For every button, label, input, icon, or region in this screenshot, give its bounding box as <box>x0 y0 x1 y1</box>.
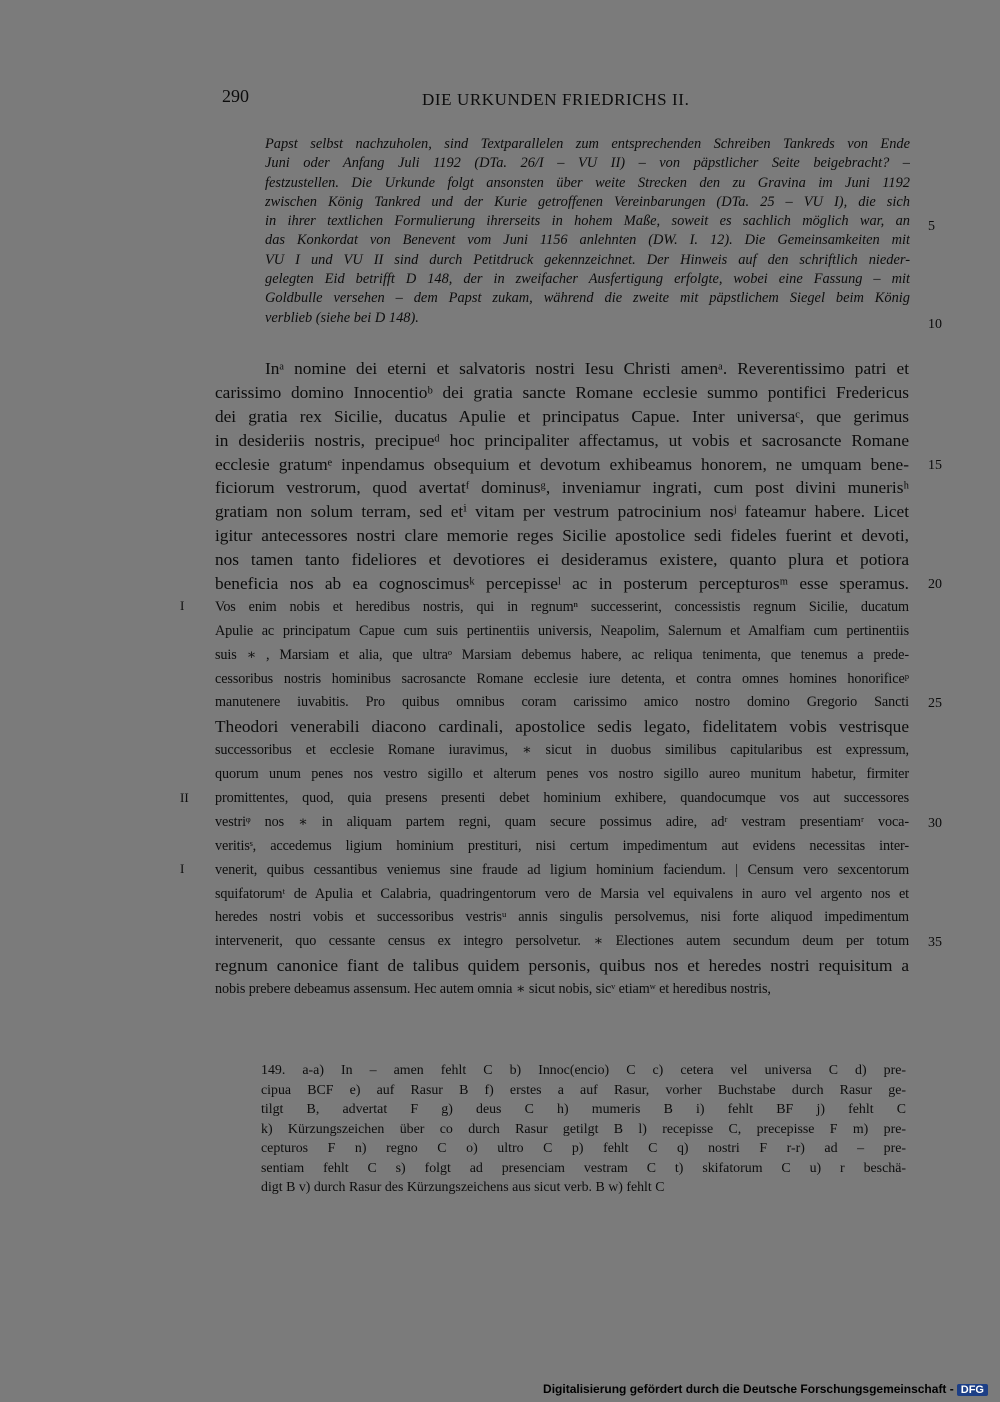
footnote-line: 149. a-a) In – amen fehlt C b) Innoc(encio) C c) cetera vel universa C d) pre- <box>261 1063 906 1078</box>
charter-line: heredes nostri vobis et successoribus vestrisᵘ annis singulis persolvemus, nisi forte aliquod impedimentum <box>215 909 909 926</box>
charter-line: nos tamen tanto fideliores et devotiores ei desideramus existere, quanto plura et potiora <box>215 550 909 570</box>
intro-line: VU I und VU II sind durch Petitdruck gekennzeichnet. Der Hinweis auf den schriftlich nieder- <box>265 251 910 268</box>
intro-line: Papst selbst nachzuholen, sind Textparallelen zum entsprechenden Schreiben Tankreds von Ende <box>265 136 910 152</box>
charter-line: in desideriis nostris, precipueᵈ hoc principaliter affectamus, ut vobis et sacrosancte Romane <box>215 430 909 450</box>
charter-line: dei gratia rex Sicilie, ducatus Apulie et principatus Capue. Inter universaᶜ, que gerimus <box>215 406 909 426</box>
line-number: 5 <box>928 219 935 234</box>
intro-line: das Konkordat von Benevent vom Juni 1156 anlehnten (DW. I. 12). Die Gemeinsamkeiten mit <box>265 232 910 249</box>
intro-line: festzustellen. Die Urkunde folgt ansonsten über weite Strecken den zu Gravina im Juni 1192 <box>265 174 910 191</box>
footnote-line: tilgt B, advertat F g) deus C h) mumeris B i) fehlt BF j) fehlt C <box>261 1102 906 1117</box>
charter-line: intervenerit, quo cessante census ex integro persolvetur. ∗ Electiones autem secundum deum per totum <box>215 933 909 950</box>
line-number: 15 <box>928 458 942 473</box>
charter-line: venerit, quibus cessantibus veniemus sine fraude ad ligium hominium faciendum. | Censum vero sexcentorum <box>215 861 909 878</box>
charter-line: manutenere iuvabitis. Pro quibus omnibus coram carissimo amico nostro domino Gregorio Sancti <box>215 694 909 711</box>
charter-line: beneficia nos ab ea cognoscimusᵏ percepisseˡ ac in posterum percepturosᵐ esse speramus. <box>215 574 909 594</box>
charter-line: igitur antecessores nostri clare memorie reges Sicilie apostolice sedi fideles fuerint et devoti, <box>215 526 909 546</box>
critical-apparatus <box>261 1061 906 1198</box>
footnote-line: sentiam fehlt C s) folgt ad presenciam vestram C t) skifatorum C u) r beschä- <box>261 1160 906 1176</box>
line-number: 10 <box>928 317 942 332</box>
editorial-introduction <box>265 135 910 328</box>
intro-line: gelegten Eid betrifft D 148, der in zweifacher Ausfertigung erfolgte, wobei eine Fassung – mit <box>265 271 910 288</box>
line-number: 20 <box>928 577 942 592</box>
charter-line: Apulie ac principatum Capue cum suis pertinentiis universis, Neapolim, Salernum et Amalfiam cum pertinentiis <box>215 622 909 639</box>
charter-text <box>215 357 909 1002</box>
page-number: 290 <box>222 86 249 106</box>
charter-line: regnum canonice fiant de talibus quidem personis, quibus nos et heredes nostri requisitum a <box>215 956 909 976</box>
page-header <box>222 86 912 116</box>
charter-line: quorum unum penes nos vestro sigillo et alterum penes vos nostro sigillo aureo munitum habetur, firmiter <box>215 766 909 783</box>
charter-line: nobis prebere debeamus assensum. Hec autem omnia ∗ sicut nobis, sicᵛ etiamʷ et heredibus nostris, <box>215 981 771 998</box>
charter-line: successoribus et ecclesie Romane iuravimus, ∗ sicut in duobus similibus capitularibus est expressum, <box>215 742 909 759</box>
footnote-line: digt B v) durch Rasur des Kürzungszeichens aus sicut verb. B w) fehlt C <box>261 1180 665 1195</box>
charter-line: squifatorumᵗ de Apulia et Calabria, quadringentorum vero de Marsia vel equivalens in auro vel argento nos et <box>215 885 909 902</box>
charter-line: ecclesie gratumᵉ inpendamus obsequium et devotum exhibeamus honorem, ne umquam bene- <box>215 454 909 474</box>
charter-line: gratiam non solum terram, sed etⁱ vitam per vestrum patrocinium nosʲ fateamur habere. Licet <box>215 502 909 522</box>
dfg-logo: DFG <box>957 1384 988 1396</box>
charter-line: cessoribus nostris hominibus sacrosancte Romane ecclesie iure detenta, et contra omnes homines honorificeᵖ <box>215 670 909 687</box>
running-title: DIE URKUNDEN FRIEDRICHS II. <box>422 90 690 109</box>
line-number: 25 <box>928 696 942 711</box>
charter-line: Inᵃ nomine dei eterni et salvatoris nostri Iesu Christi amenᵃ. Reverentissimo patri et <box>265 359 909 378</box>
source-margin-mark: II <box>180 790 189 805</box>
intro-line: Juni oder Anfang Juli 1192 (DTa. 26/I – VU II) – von päpstlicher Seite beigebracht? – <box>265 155 910 172</box>
charter-line: vestriᵠ nos ∗ in aliquam partem regni, quam secure possimus adire, adʳ vestram presentiamʳ voca- <box>215 813 909 830</box>
intro-line: in ihrer textlichen Formulierung ihrerseits in hohem Maße, soweit es sachlich möglich war, an <box>265 213 910 230</box>
charter-line: Theodori venerabili diacono cardinali, apostolice sedis legato, fidelitatem vobis vestrisque <box>215 717 909 737</box>
footnote-line: cepturos F n) regno C o) ultro C p) fehlt C q) nostri F r-r) ad – pre- <box>261 1141 906 1156</box>
charter-line: ficiorum vestrorum, quod avertatᶠ dominusᵍ, inveniamur ingrati, cum post divini munerisʰ <box>215 478 909 498</box>
credit-text: Digitalisierung gefördert durch die Deutsche Forschungsgemeinschaft - <box>543 1382 954 1396</box>
intro-line: zwischen König Tankred und der Kurie getroffenen Vereinbarungen (DTa. 25 – VU I), die sich <box>265 193 910 210</box>
charter-line: veritisˢ, accedemus ligium hominium prestituri, nisi certum impedimentum aut evidens necessitas inter- <box>215 837 909 854</box>
source-margin-mark: I <box>180 861 185 876</box>
intro-line: verblieb (siehe bei D 148). <box>265 309 419 326</box>
footnote-line: cipua BCF e) auf Rasur B f) erstes a auf Rasur, vorher Buchstabe durch Rasur ge- <box>261 1082 906 1098</box>
charter-line: Vos enim nobis et heredibus nostris, qui in regnumⁿ successerint, concessistis regnum Sicilie, ducatum <box>215 598 909 615</box>
line-number: 30 <box>928 816 942 831</box>
digitization-credit <box>543 1382 988 1396</box>
intro-line: Goldbulle versehen – dem Papst zukam, während die zweite mit päpstlichem Siegel beim König <box>265 290 910 307</box>
charter-line: promittentes, quod, quia presens presenti debet hominium exhibere, quandocumque vos aut successores <box>215 790 909 807</box>
footnote-line: k) Kürzungszeichen über co durch Rasur getilgt B l) recepisse C, precepisse F m) pre- <box>261 1121 906 1137</box>
line-number: 35 <box>928 935 942 950</box>
charter-line: suis ∗ , Marsiam et alia, que ultraᵒ Marsiam debemus habere, ac reliqua tenimenta, que tenemus a prede- <box>215 646 909 663</box>
source-margin-mark: I <box>180 598 185 613</box>
charter-line: carissimo domino Innocentioᵇ dei gratia sancte Romane ecclesie summo pontifici Fredericus <box>215 382 909 402</box>
